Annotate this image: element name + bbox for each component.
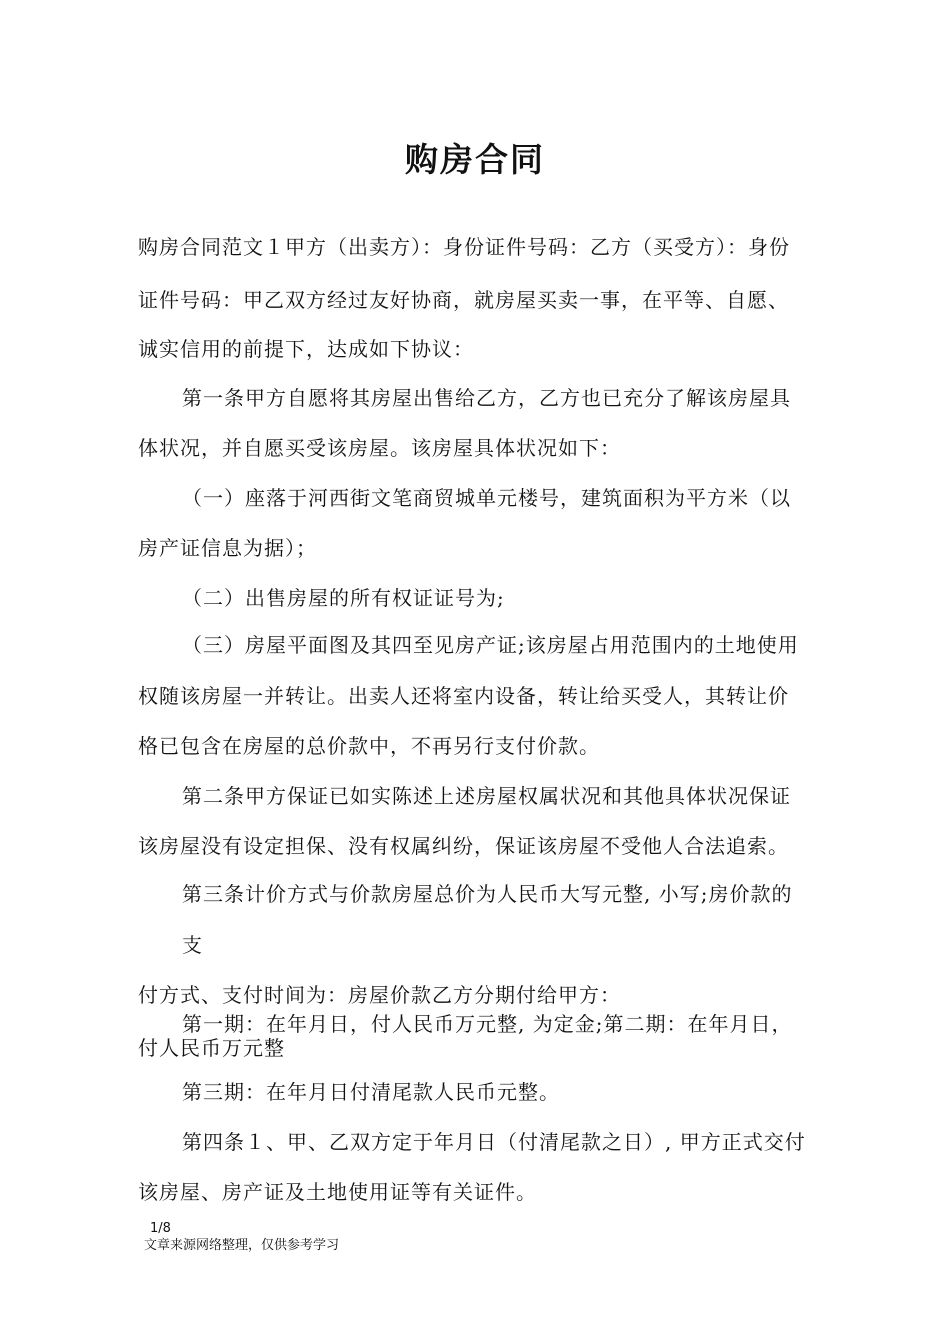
paragraph-line: 该房屋没有设定担保、没有权属纠纷，保证该房屋不受他人合法追索。 — [138, 834, 789, 858]
paragraph-line: 第二条甲方保证已如实陈述上述房屋权属状况和其他具体状况保证 — [182, 784, 791, 808]
paragraph-line: 第一期：在年月日，付人民币万元整, 为定金;第二期：在年月日， — [182, 1012, 793, 1036]
paragraph-line: 购房合同范文１甲方（出卖方）：身份证件号码：乙方（买受方）：身份 — [138, 235, 790, 259]
paragraph-line: 证件号码：甲乙双方经过友好协商，就房屋买卖一事，在平等、自愿、 — [138, 288, 789, 312]
paragraph-line: （一）座落于河西街文笔商贸城单元楼号，建筑面积为平方米（以 — [182, 486, 791, 510]
paragraph-line: （三）房屋平面图及其四至见房产证;该房屋占用范围内的土地使用 — [182, 633, 799, 657]
paragraph-line: 格已包含在房屋的总价款中，不再另行支付价款。 — [138, 734, 600, 758]
footer-note: 文章来源网络整理，仅供参考学习 — [144, 1238, 340, 1253]
paragraph-line: 付方式、支付时间为：房屋价款乙方分期付给甲方： — [138, 983, 621, 1007]
paragraph-line: 该房屋、房产证及土地使用证等有关证件。 — [138, 1180, 537, 1204]
paragraph-line: 支 — [182, 933, 203, 957]
paragraph-line: 第一条甲方自愿将其房屋出售给乙方，乙方也已充分了解该房屋具 — [182, 386, 791, 410]
paragraph-line: 体状况，并自愿买受该房屋。该房屋具体状况如下： — [138, 436, 621, 460]
paragraph-line: 第三条计价方式与价款房屋总价为人民币大写元整, 小写;房价款的 — [182, 882, 793, 906]
paragraph-line: 第四条１、甲、乙双方定于年月日（付清尾款之日）, 甲方正式交付 — [182, 1130, 806, 1154]
page-number: 1/8 — [150, 1221, 171, 1236]
paragraph-line: 房产证信息为据）； — [138, 536, 317, 560]
document-title: 购房合同 — [405, 140, 545, 179]
paragraph-line: 付人民币万元整 — [138, 1036, 285, 1060]
paragraph-line: 第三期：在年月日付清尾款人民币元整。 — [182, 1080, 560, 1104]
paragraph-line: 诚实信用的前提下，达成如下协议： — [138, 337, 474, 361]
paragraph-line: 权随该房屋一并转让。出卖人还将室内设备，转让给买受人，其转让价 — [138, 684, 789, 708]
paragraph-line: （二）出售房屋的所有权证证号为; — [182, 586, 505, 610]
